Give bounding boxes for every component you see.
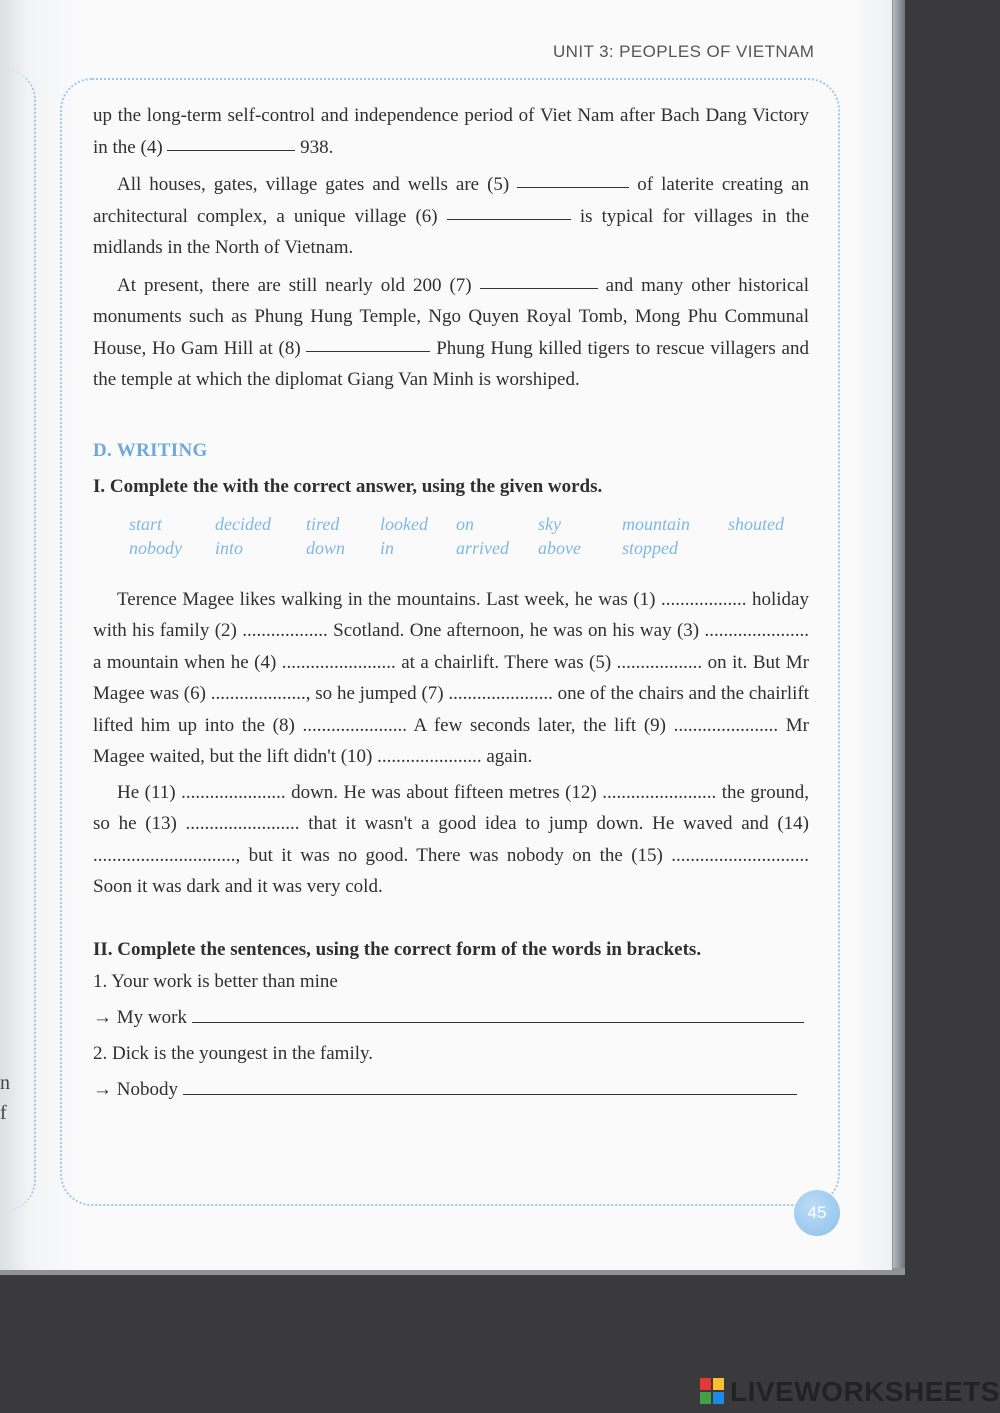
word-shouted: shouted: [728, 513, 784, 534]
blank-8[interactable]: [306, 350, 430, 352]
word-in: in: [380, 537, 395, 558]
answer-1-line[interactable]: [192, 1021, 804, 1023]
page-number: 45: [794, 1190, 840, 1236]
p3-f: rescue villagers and the temple at which the diplomat Giang Van Minh is worshiped.: [93, 337, 809, 390]
blank-5[interactable]: [517, 186, 629, 188]
prev-letter-2: f: [0, 1102, 7, 1124]
answer-row-2: [93, 1075, 809, 1105]
prev-letter-1: n: [0, 1072, 10, 1094]
exercise-1-title: I. Complete the with the correct answer, using the given words.: [93, 475, 603, 497]
page-edge: [893, 0, 905, 1268]
word-stopped: stopped: [622, 537, 678, 558]
word-above: above: [538, 537, 581, 558]
passage-paragraph-1: [93, 100, 809, 163]
word-into: into: [215, 537, 244, 558]
p2-c: an architectural complex, a unique village (6): [93, 174, 810, 227]
p3-a: At present, there are still nearly old 200 (7): [117, 274, 472, 296]
blank-4[interactable]: [167, 149, 295, 151]
p2-a: All houses, gates, village gates and wells are (5): [117, 174, 510, 195]
word-mountain: mountain: [622, 513, 691, 534]
answer-2-prompt: → Nobody: [93, 1078, 178, 1100]
passage-paragraph-2: [93, 169, 809, 264]
word-arrived: arrived: [456, 537, 509, 558]
answer-row-1: [93, 1003, 809, 1033]
question-1: 1. Your work is better than mine: [93, 970, 338, 992]
word-down: down: [306, 537, 346, 558]
word-nobody: nobody: [129, 537, 182, 558]
liveworksheets-watermark: [700, 1376, 1000, 1408]
answer-2-line[interactable]: [183, 1093, 797, 1095]
p2-d: is typical for villages in: [579, 205, 777, 227]
p1-line2a: Victory in the (4): [93, 105, 809, 158]
p3-e: Phung Hung killed tigers to: [436, 337, 651, 359]
word-looked: looked: [380, 513, 428, 534]
question-2: 2. Dick is the youngest in the family.: [93, 1042, 374, 1064]
word-decided: decided: [215, 513, 271, 534]
p2-e: the midlands in the North of Vietnam.: [93, 205, 810, 258]
story-paragraph-1: Terence Magee likes walking in the mountains. Last week, he was (1) .................. holiday with his family (2) .................. Scotland. One afternoon, he was on his way (3) ...................... a mountain when he (4) ........................ at a chairlift. There was (5) .................. on it. But Mr Magee was (6) ...................., so he jumped (7) ...................... one of the chairs and the chairlift lifted him up into the (8) ...................... A few seconds later, the lift (9) ...................... Mr Magee waited, but the lift didn't (10) ...................... again.: [93, 588, 809, 767]
exercise-2-title: II. Complete the sentences, using the correct form of the words in brackets.: [93, 938, 702, 960]
page-content: [93, 100, 809, 1105]
p3-d: Communal House, Ho Gam Hill at (8): [93, 306, 810, 359]
passage-paragraph-3: [93, 270, 809, 396]
liveworksheets-text: LIVEWORKSHEETS: [730, 1376, 1000, 1407]
section-title-writing: D. WRITING: [93, 439, 208, 461]
blank-7[interactable]: [480, 287, 598, 289]
p3-b: and many other historical: [605, 274, 810, 296]
p1-line1: up the long-term self-control and independence period of Viet Nam after Bach Dang: [93, 105, 747, 126]
blank-6[interactable]: [447, 218, 571, 220]
word-tired: tired: [306, 513, 340, 534]
word-bank: [93, 514, 809, 574]
previous-page-edge: [0, 70, 36, 1210]
liveworksheets-logo-icon: [700, 1378, 726, 1406]
p3-c: monuments such as Phung Hung Temple, Ngo Quyen Royal Tomb, Mong Phu: [93, 306, 718, 327]
unit-header: UNIT 3: PEOPLES OF VIETNAM: [553, 42, 815, 61]
previous-page-letters: [0, 1068, 10, 1128]
word-on: on: [456, 513, 474, 534]
answer-1-prompt: → My work: [93, 1006, 187, 1028]
word-sky: sky: [538, 513, 561, 534]
word-start: start: [129, 513, 163, 534]
p2-b: of laterite creating: [637, 174, 784, 195]
story-paragraph-2: He (11) ...................... down. He was about fifteen metres (12) ........................ the ground, so he (13) ........................ that it wasn't a good idea to jump down. He waved and (14) .............................., but it was no good. There was nobody on the (15) ............................. Soon it was dark and it was very cold.: [93, 781, 809, 897]
p1-line2b: 938.: [300, 136, 334, 158]
